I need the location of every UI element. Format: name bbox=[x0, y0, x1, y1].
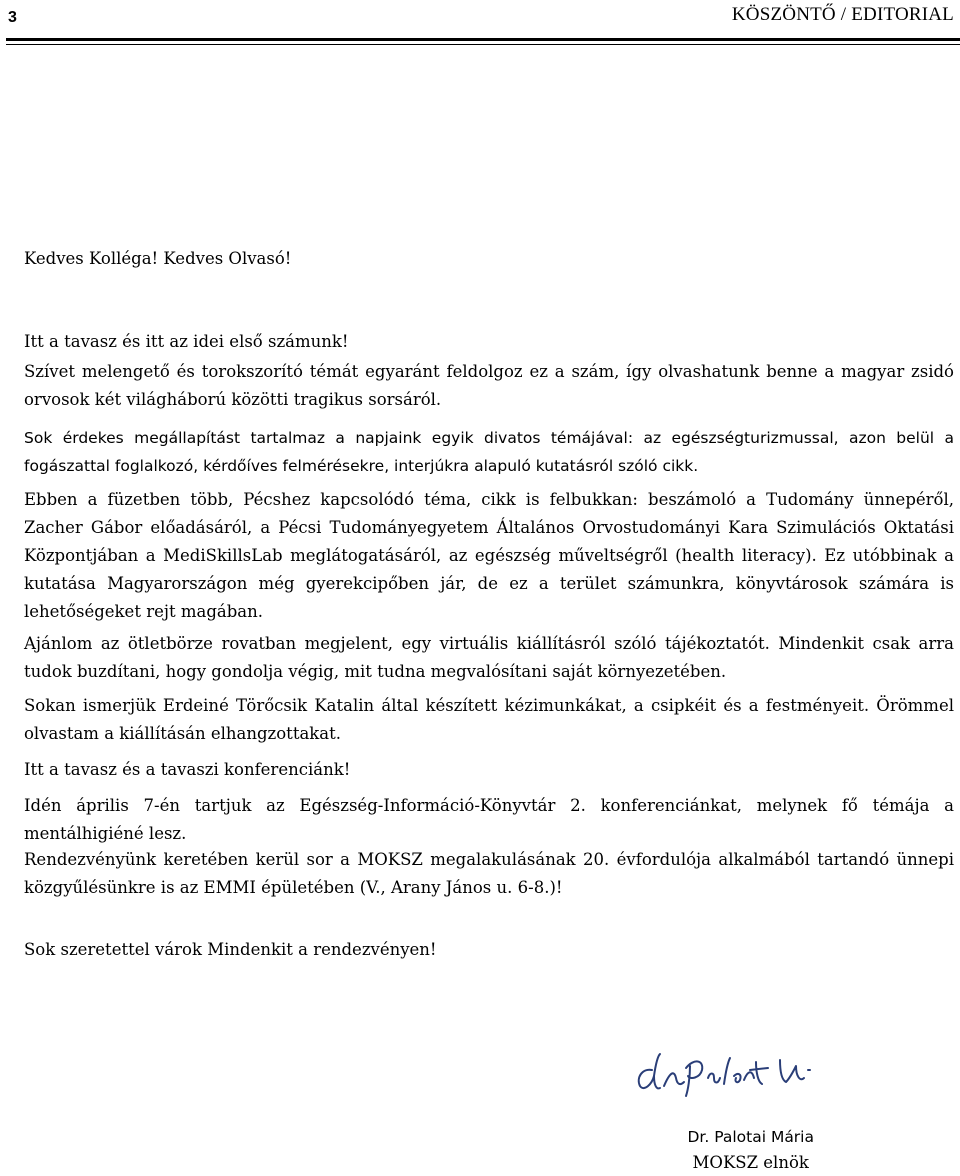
paragraph-virtual-exhibition: Ajánlom az ötletbörze rovatban megjelent, egy virtuális kiállításról szóló tájékoztatót. Mindenkit csak arra tudok buzdítani, hogy gondolja végig, mit tudna megvalósítani saját környezetében. bbox=[24, 634, 954, 681]
section-title: KÖSZÖNTŐ / EDITORIAL bbox=[731, 4, 954, 25]
header-rule-thin bbox=[6, 44, 960, 45]
author-role: MOKSZ elnök bbox=[692, 1153, 809, 1172]
paragraph-spring-conference: Itt a tavasz és a tavaszi konferenciánk! bbox=[24, 760, 351, 779]
signature-text: dr. Palotai Mária bbox=[630, 1048, 639, 1049]
paragraph-handicrafts: Sokan ismerjük Erdeiné Törőcsik Katalin által készített kézimunkákat, a csipkéit és a festményeit. Örömmel olvastam a kiállításán elhangzottakat. bbox=[24, 696, 954, 743]
handwritten-signature bbox=[630, 1048, 830, 1098]
page-number: 3 bbox=[8, 9, 17, 26]
closing-block bbox=[687, 1124, 814, 1176]
paragraph-jewish-doctors: Szívet melengető és torokszorító témát egyaránt feldolgoz ez a szám, így olvashatunk benne a magyar zsidó orvosok két világháború közötti tragikus sorsáról. bbox=[24, 362, 954, 409]
greeting: Kedves Kolléga! Kedves Olvasó! bbox=[24, 249, 292, 268]
paragraph-conference-date: Idén április 7-én tartjuk az Egészség-Információ-Könyvtár 2. konferenciánkat, melynek fő témája a mentálhigiéné lesz. bbox=[24, 796, 954, 843]
header-rule-thick bbox=[6, 38, 960, 41]
paragraph-pecs-topics: Ebben a füzetben több, Pécshez kapcsolódó téma, cikk is felbukkan: beszámoló a Tudomány ünnepéről, Zacher Gábor előadásáról, a Pécsi Tudományegyetem Általános Orvostudományi Kara Szimulációs Oktatási Központjában a MediSkillsLab meglátogatásáról, az egészség műveltségről (health literacy). Ez utóbbinak a kutatása Magyarországon még gyerekcipőben jár, de ez a terület számunkra, könyvtárosok számára is lehetőségeket rejt magában. bbox=[24, 490, 954, 621]
page-header bbox=[0, 0, 960, 48]
paragraph-spring-issue: Itt a tavasz és itt az idei első számunk! bbox=[24, 332, 349, 351]
author-name: Dr. Palotai Mária bbox=[687, 1128, 814, 1146]
paragraph-invitation: Sok szeretettel várok Mindenkit a rendezvényen! bbox=[24, 940, 437, 959]
paragraph-health-tourism: Sok érdekes megállapítást tartalmaz a napjaink egyik divatos témájával: az egészségturizmussal, azon belül a fogászattal foglalkozó, kérdőíves felmérésekre, interjúkra alapuló kutatásról szóló cikk. bbox=[24, 429, 954, 475]
paragraph-general-assembly: Rendezvényünk keretében kerül sor a MOKSZ megalakulásának 20. évfordulója alkalmából tartandó ünnepi közgyűlésünkre is az EMMI épületében (V., Arany János u. 6-8.)! bbox=[24, 850, 954, 897]
